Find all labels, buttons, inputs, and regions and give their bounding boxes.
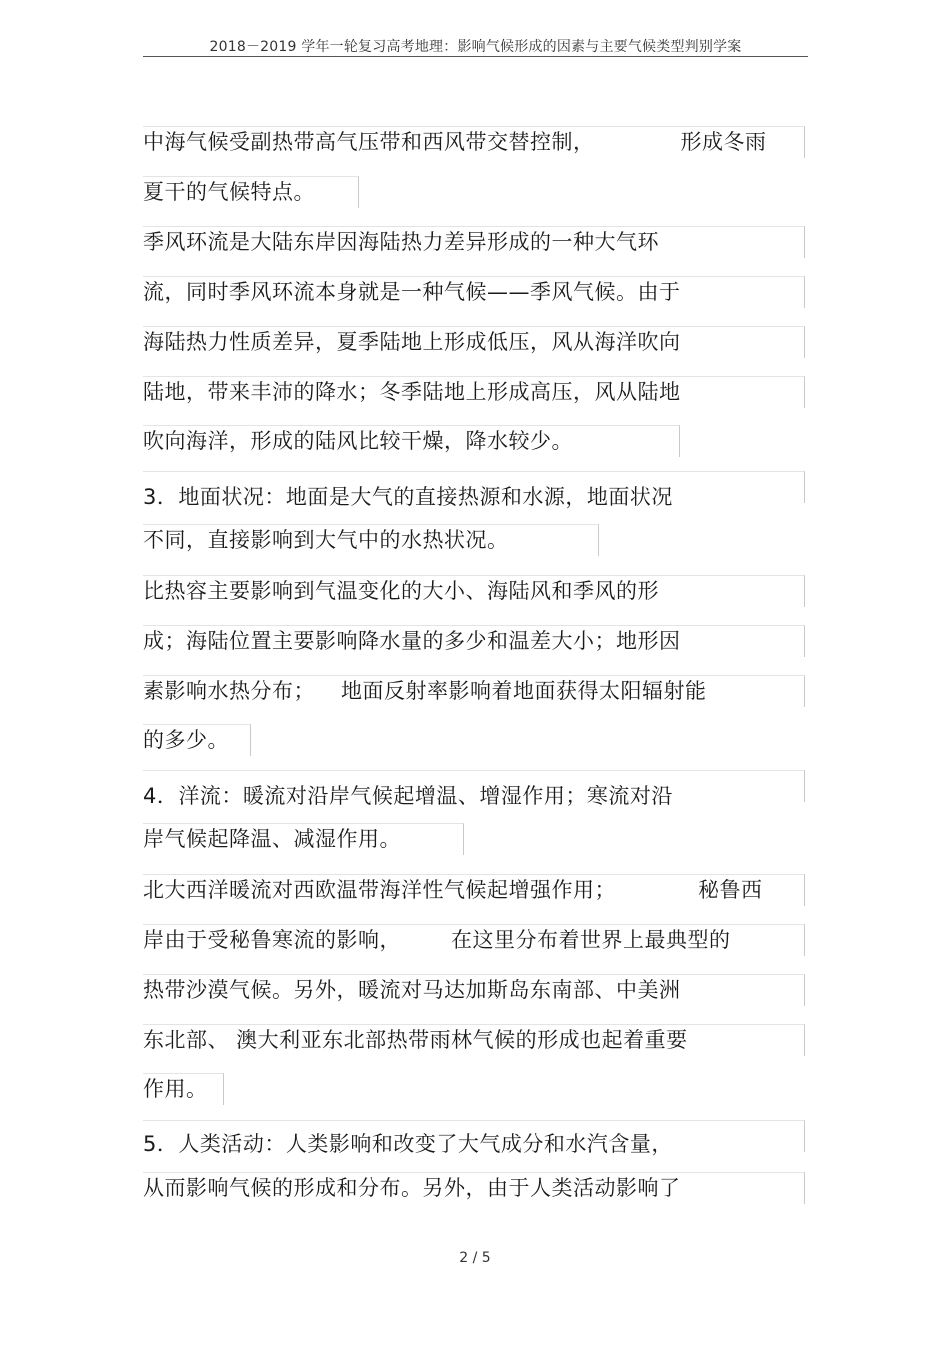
text-line: 4．洋流：暖流对沿岸气候起增温、增湿作用；寒流对沿	[143, 784, 673, 808]
text-line: 吹向海洋，形成的陆风比较干燥，降水较少。	[143, 429, 573, 453]
header-rule	[143, 56, 808, 57]
text-segment: 北大西洋暖流对西欧温带海洋性气候起增强作用；	[143, 878, 616, 902]
text-line	[143, 128, 767, 156]
text-line	[143, 926, 731, 954]
text-line: 不同，直接影响到大气中的水热状况。	[143, 528, 509, 552]
text-line: 的多少。	[143, 728, 229, 752]
text-segment: 在这里分布着世界上最典型的	[451, 928, 731, 952]
text-line: 作用。	[143, 1077, 208, 1101]
text-segment: 地面反射率影响着地面获得太阳辐射能	[341, 679, 707, 703]
text-line: 流，同时季风环流本身就是一种气候——季风气候。由于	[143, 280, 681, 304]
text-line: 夏干的气候特点。	[143, 180, 315, 204]
text-line: 比热容主要影响到气温变化的大小、海陆风和季风的形	[143, 579, 659, 603]
text-segment: 中海气候受副热带高气压带和西风带交替控制，	[143, 130, 595, 154]
text-segment: 秘鲁西	[698, 878, 763, 902]
text-line: 成；海陆位置主要影响降水量的多少和温差大小；地形因	[143, 629, 681, 653]
page-number: 2 / 5	[459, 1250, 491, 1266]
text-line: 从而影响气候的形成和分布。另外，由于人类活动影响了	[143, 1176, 681, 1200]
text-line: 海陆热力性质差异，夏季陆地上形成低压，风从海洋吹向	[143, 330, 681, 354]
text-line: 陆地，带来丰沛的降水；冬季陆地上形成高压，风从陆地	[143, 380, 681, 404]
text-line: 岸气候起降温、减湿作用。	[143, 827, 401, 851]
text-segment: 素影响水热分布；	[143, 679, 315, 703]
text-line	[143, 677, 707, 705]
text-line: 5．人类活动：人类影响和改变了大气成分和水汽含量，	[143, 1132, 673, 1156]
text-segment: 岸由于受秘鲁寒流的影响，	[143, 928, 401, 952]
text-line: 3．地面状况：地面是大气的直接热源和水源，地面状况	[143, 485, 673, 509]
text-line: 热带沙漠气候。另外，暖流对马达加斯岛东南部、中美洲	[143, 978, 681, 1002]
page-header: 2018－2019 学年一轮复习高考地理：影响气候形成的因素与主要气候类型判别学案	[209, 39, 742, 55]
text-line: 东北部、 澳大利亚东北部热带雨林气候的形成也起着重要	[143, 1028, 688, 1052]
text-line: 季风环流是大陆东岸因海陆热力差异形成的一种大气环	[143, 230, 659, 254]
text-segment: 形成冬雨	[680, 130, 767, 154]
text-line	[143, 876, 763, 904]
